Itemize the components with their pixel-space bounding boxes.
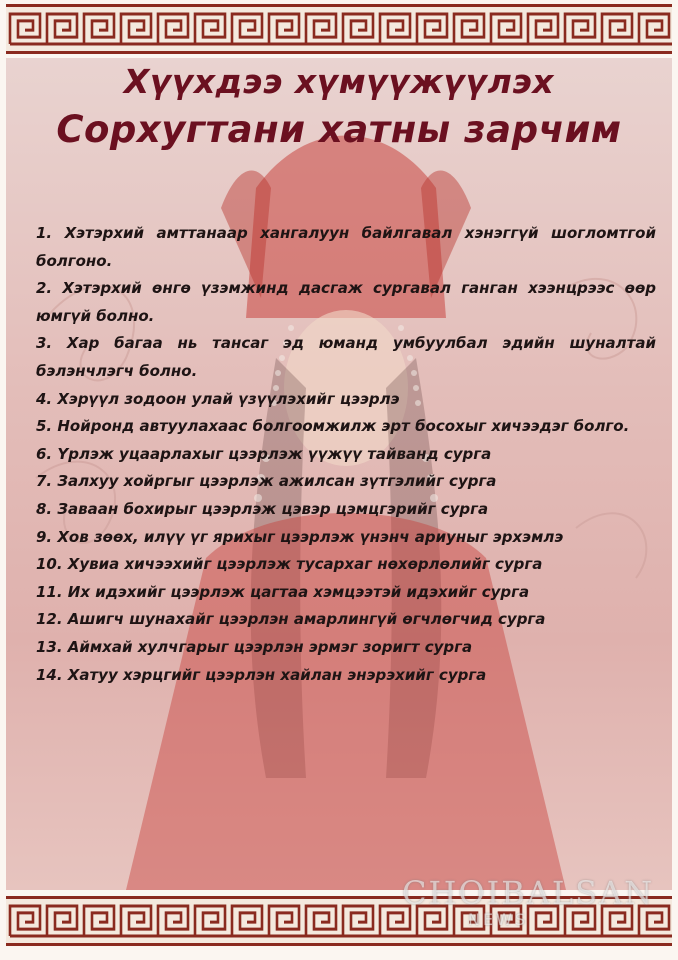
rule-item: 2. Хэтэрхий өнгө үзэмжинд дасгаж сургавал ганган хээнцрээс өөр юмгүй болно. [36, 279, 656, 325]
rule-item: 7. Залхуу хойргыг цээрлэж ажилсан зүтгэлийг сурга [36, 472, 497, 491]
meander-key-motif [195, 906, 225, 936]
meander-key-motif [195, 14, 225, 44]
meander-key-motif [10, 14, 40, 44]
meander-key-motif [10, 906, 40, 936]
meander-key-motif [158, 906, 188, 936]
rule-item: 5. Нойронд автуулахаас болгоомжилж эрт босохыг хичээдэг болго. [36, 417, 630, 436]
meander-key-motif [491, 14, 521, 44]
rule-item: 11. Их идэхийг цээрлэж цагтаа хэмцээтэй идэхийг сурга [36, 582, 530, 601]
rule-item: 10. Хувиа хичээхийг цээрлэж тусархаг нөхөрлөлийг сурга [36, 555, 543, 574]
rule-item: 4. Хэрүүл зодоон улай үзүүлэхийг цээрлэ [36, 389, 400, 408]
meander-key-motif [158, 14, 188, 44]
rule-item: 3. Хар багаа нь тансаг эд юманд умбуулбал эдийн шуналтай бэлэнчлэгч болно. [36, 334, 656, 380]
watermark-subtext: NEWS [468, 910, 529, 929]
rule-item: 1. Хэтэрхий амттанаар хангалуун байлгавал хэнэггүй шогломтгой болгоно. [36, 224, 656, 270]
watermark-logo [398, 874, 668, 934]
meander-key-motif [306, 906, 336, 936]
rule-item: 9. Хов зөөх, илүү үг ярихыг цээрлэж үнэнч ариуныг эрхэмлэ [36, 527, 564, 546]
meander-key-motif [602, 14, 632, 44]
meander-key-motif [639, 14, 669, 44]
rule-item: 8. Заваан бохирыг цээрлэж цэвэр цэмцгэрийг сурга [36, 499, 489, 518]
rule-item: 14. Хатуу хэрцгийг цээрлэн хайлан энэрэхийг сурга [36, 665, 487, 684]
meander-key-motif [121, 906, 151, 936]
meander-key-motif [121, 14, 151, 44]
meander-key-motif [269, 14, 299, 44]
meander-pattern [6, 7, 672, 51]
meander-key-motif [565, 14, 595, 44]
watermark-text: CHOIBALSAN [402, 874, 655, 912]
rules-list [36, 220, 656, 689]
rule-item: 12. Ашигч шунахайг цээрлэн амарлингүй өгчлөгчид сурга [36, 610, 546, 629]
top-ornamental-border [6, 4, 672, 54]
rule-item: 13. Аймхай хулчгарыг цээрлэн эрмэг зоригт сурга [36, 637, 473, 656]
poster-title-line2: Сорхугтани хатны зарчим [56, 108, 622, 151]
meander-key-motif [417, 14, 447, 44]
meander-key-motif [343, 906, 373, 936]
meander-key-motif [84, 906, 114, 936]
meander-key-motif [306, 14, 336, 44]
meander-key-motif [232, 906, 262, 936]
meander-key-motif [47, 906, 77, 936]
meander-key-motif [528, 14, 558, 44]
rule-item: 6. Үрлэж уцаарлахыг цээрлэж үүжүү тайванд сурга [36, 444, 492, 463]
meander-key-motif [343, 14, 373, 44]
poster-title-line1: Хүүхдээ хүмүүжүүлэх [123, 62, 555, 101]
meander-key-motif [232, 14, 262, 44]
meander-key-motif [454, 14, 484, 44]
meander-key-motif [47, 14, 77, 44]
meander-key-motif [269, 906, 299, 936]
meander-key-motif [380, 14, 410, 44]
meander-key-motif [84, 14, 114, 44]
